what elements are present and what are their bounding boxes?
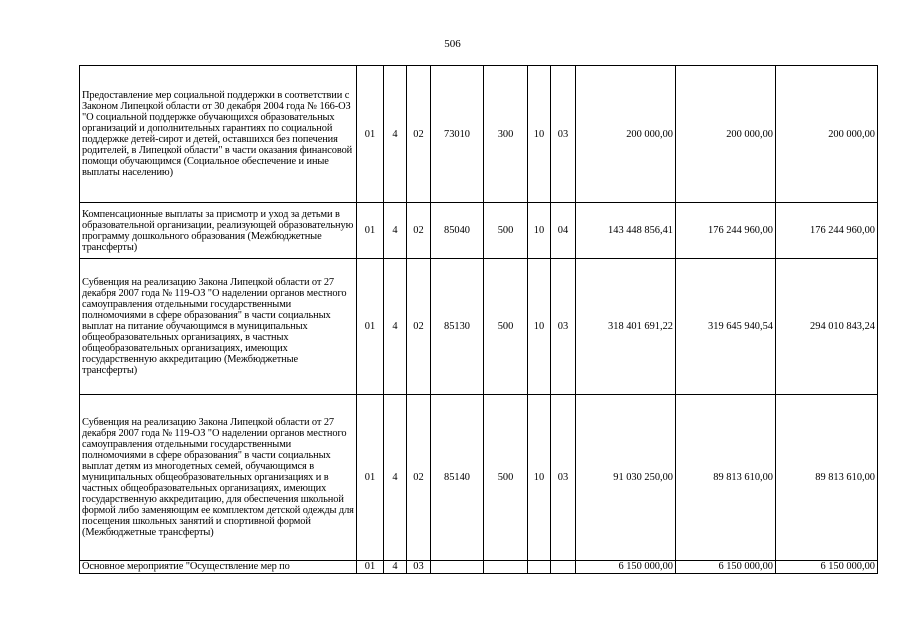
expense-type-code: 500 (484, 395, 528, 561)
expense-type-code: 500 (484, 203, 528, 259)
subprogram-code: 4 (384, 395, 407, 561)
amount-year-3: 6 150 000,00 (776, 561, 878, 574)
subsection-code (551, 561, 576, 574)
row-description: Субвенция на реализацию Закона Липецкой области от 27 декабря 2007 года № 119-ОЗ "О наделении органов местного самоуправления отдельными государственными полномочиями в сфере образования" в части социальных выплат детям из многодетных семей, обучающимся в муниципальных общеобразовательных организациях и в частных общеобразовательных организациях, имеющих государственную аккредитацию, для обеспечения школьной формой либо заменяющим ее комплектом детской одежды для посещения школьных занятий и спортивной формой (Межбюджетные трансферты) (80, 395, 357, 561)
amount-year-1: 91 030 250,00 (576, 395, 676, 561)
section-code (528, 561, 551, 574)
direction-code: 73010 (431, 66, 484, 203)
subprogram-code: 4 (384, 66, 407, 203)
section-code: 10 (528, 395, 551, 561)
row-description: Основное мероприятие "Осуществление мер по (80, 561, 357, 574)
subprogram-code: 4 (384, 561, 407, 574)
amount-year-2: 6 150 000,00 (676, 561, 776, 574)
budget-table (79, 65, 878, 574)
row-description: Предоставление мер социальной поддержки в соответствии с Законом Липецкой области от 30 декабря 2004 года № 166-ОЗ "О социальной поддержке обучающихся образовательных организаций и дополнительных гарантиях по социальной поддержке детей-сирот и детей, оставшихся без попечения родителей, в Липецкой области" в части оказания финансовой помощи обучающимся (Социальное обеспечение и иные выплаты населению) (80, 66, 357, 203)
subprogram-code: 4 (384, 259, 407, 395)
program-code: 01 (357, 561, 384, 574)
program-code: 01 (357, 259, 384, 395)
direction-code: 85040 (431, 203, 484, 259)
activity-code: 02 (407, 203, 431, 259)
subsection-code: 03 (551, 395, 576, 561)
amount-year-1: 6 150 000,00 (576, 561, 676, 574)
amount-year-2: 200 000,00 (676, 66, 776, 203)
amount-year-1: 200 000,00 (576, 66, 676, 203)
activity-code: 02 (407, 395, 431, 561)
amount-year-1: 318 401 691,22 (576, 259, 676, 395)
table-row (80, 561, 878, 574)
page-number: 506 (444, 38, 461, 50)
program-code: 01 (357, 66, 384, 203)
table-row (80, 259, 878, 395)
subprogram-code: 4 (384, 203, 407, 259)
amount-year-3: 176 244 960,00 (776, 203, 878, 259)
amount-year-2: 319 645 940,54 (676, 259, 776, 395)
subsection-code: 03 (551, 259, 576, 395)
amount-year-2: 89 813 610,00 (676, 395, 776, 561)
expense-type-code: 300 (484, 66, 528, 203)
row-description: Субвенция на реализацию Закона Липецкой области от 27 декабря 2007 года № 119-ОЗ "О наделении органов местного самоуправления отдельными государственными полномочиями в сфере образования" в части социальных выплат на питание обучающимся в муниципальных общеобразовательных организациях, в частных общеобразовательных организациях, имеющих государственную аккредитацию (Межбюджетные трансферты) (80, 259, 357, 395)
table-row (80, 203, 878, 259)
section-code: 10 (528, 203, 551, 259)
table-row (80, 395, 878, 561)
program-code: 01 (357, 395, 384, 561)
activity-code: 03 (407, 561, 431, 574)
amount-year-1: 143 448 856,41 (576, 203, 676, 259)
program-code: 01 (357, 203, 384, 259)
table-row (80, 66, 878, 203)
direction-code: 85130 (431, 259, 484, 395)
amount-year-3: 200 000,00 (776, 66, 878, 203)
expense-type-code (484, 561, 528, 574)
section-code: 10 (528, 66, 551, 203)
direction-code (431, 561, 484, 574)
amount-year-2: 176 244 960,00 (676, 203, 776, 259)
row-description: Компенсационные выплаты за присмотр и уход за детьми в образовательной организации, реализующей образовательную программу дошкольного образования (Межбюджетные трансферты) (80, 203, 357, 259)
section-code: 10 (528, 259, 551, 395)
activity-code: 02 (407, 66, 431, 203)
subsection-code: 04 (551, 203, 576, 259)
direction-code: 85140 (431, 395, 484, 561)
expense-type-code: 500 (484, 259, 528, 395)
subsection-code: 03 (551, 66, 576, 203)
amount-year-3: 89 813 610,00 (776, 395, 878, 561)
activity-code: 02 (407, 259, 431, 395)
amount-year-3: 294 010 843,24 (776, 259, 878, 395)
